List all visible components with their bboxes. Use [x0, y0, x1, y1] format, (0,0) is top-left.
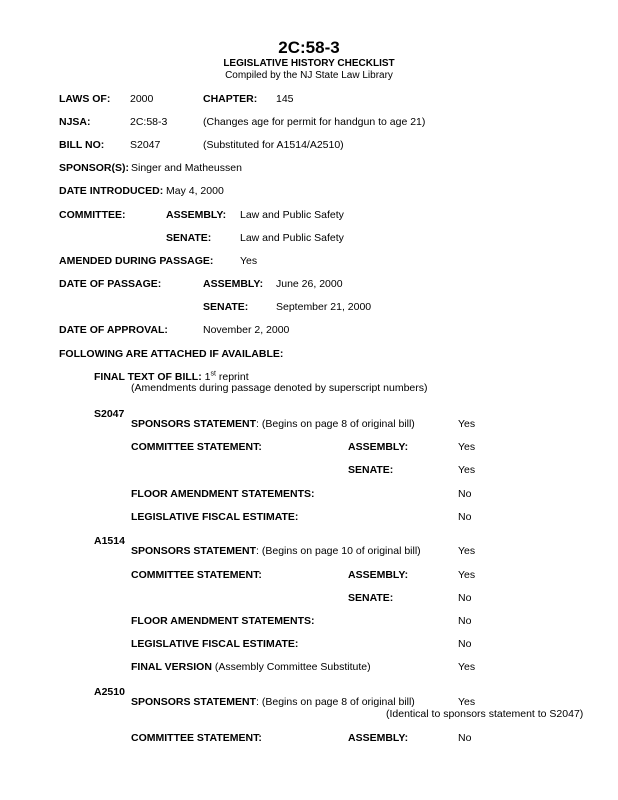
a1514-committee-label: COMMITTEE STATEMENT: [131, 569, 262, 581]
bill-a2510-label: A2510 [94, 686, 125, 698]
final-text-note: (Amendments during passage denoted by superscript numbers) [131, 382, 428, 394]
s2047-senate-value: Yes [458, 464, 476, 476]
s2047-assembly-label: ASSEMBLY: [348, 441, 409, 453]
a1514-final-note: (Assembly Committee Substitute) [211, 661, 371, 673]
passage-assembly-value: June 26, 2000 [276, 278, 343, 290]
compiled-by: Compiled by the NJ State Law Library [225, 70, 393, 81]
committee-senate-label: SENATE: [166, 232, 212, 244]
a1514-final-value: Yes [458, 661, 476, 673]
a1514-assembly-label: ASSEMBLY: [348, 569, 409, 581]
a1514-assembly-value: Yes [458, 569, 476, 581]
a2510-sponsors-note: : (Begins on page 8 of original bill) [256, 696, 415, 708]
s2047-senate-label: SENATE: [348, 464, 394, 476]
njsa-value: 2C:58-3 [130, 116, 168, 128]
date-of-approval-value: November 2, 2000 [203, 324, 290, 336]
amended-value: Yes [240, 255, 258, 267]
passage-senate-label: SENATE: [203, 301, 249, 313]
passage-senate-value: September 21, 2000 [276, 301, 372, 313]
committee-senate-value: Law and Public Safety [240, 232, 344, 244]
chapter-label: CHAPTER: [203, 93, 258, 105]
a2510-assembly-label: ASSEMBLY: [348, 732, 409, 744]
committee-assembly-value: Law and Public Safety [240, 209, 344, 221]
a1514-floor-label: FLOOR AMENDMENT STATEMENTS: [131, 615, 315, 627]
a2510-assembly-value: No [458, 732, 472, 744]
a1514-senate-label: SENATE: [348, 592, 394, 604]
s2047-sponsors-note: : (Begins on page 8 of original bill) [256, 418, 415, 430]
s2047-floor-value: No [458, 488, 472, 500]
a2510-sponsors-value: Yes [458, 696, 476, 708]
a1514-fiscal-value: No [458, 638, 472, 650]
a2510-sponsors-statement [131, 696, 415, 709]
bill-a1514-label: A1514 [94, 535, 125, 547]
amended-label: AMENDED DURING PASSAGE: [59, 255, 214, 267]
date-of-approval-label: DATE OF APPROVAL: [59, 324, 168, 336]
njsa-label: NJSA: [59, 116, 91, 128]
a1514-sponsors-label: SPONSORS STATEMENT [131, 545, 257, 557]
committee-label: COMMITTEE: [59, 209, 126, 221]
a1514-final-label: FINAL VERSION [131, 661, 212, 673]
passage-assembly-label: ASSEMBLY: [203, 278, 264, 290]
s2047-sponsors-label: SPONSORS STATEMENT [131, 418, 257, 430]
attached-heading: FOLLOWING ARE ATTACHED IF AVAILABLE: [59, 348, 284, 360]
bill-no-label: BILL NO: [59, 139, 105, 151]
date-introduced-value: May 4, 2000 [166, 185, 224, 197]
page-title: 2C:58-3 [278, 38, 340, 57]
date-of-passage-label: DATE OF PASSAGE: [59, 278, 162, 290]
s2047-committee-label: COMMITTEE STATEMENT: [131, 441, 262, 453]
a2510-sponsors-label: SPONSORS STATEMENT [131, 696, 257, 708]
a1514-senate-value: No [458, 592, 472, 604]
committee-assembly-label: ASSEMBLY: [166, 209, 227, 221]
s2047-floor-label: FLOOR AMENDMENT STATEMENTS: [131, 488, 315, 500]
s2047-sponsors-value: Yes [458, 418, 476, 430]
final-text-num: 1 [204, 371, 211, 383]
laws-of-value: 2000 [130, 93, 154, 105]
final-text-label: FINAL TEXT OF BILL: [94, 371, 202, 383]
a1514-final-version [131, 661, 371, 674]
a1514-fiscal-label: LEGISLATIVE FISCAL ESTIMATE: [131, 638, 299, 650]
sponsors-value: Singer and Matheussen [131, 162, 242, 174]
bill-note: (Substituted for A1514/A2510) [203, 139, 344, 151]
sponsors-label: SPONSOR(S): [59, 162, 130, 174]
s2047-sponsors-statement [131, 418, 415, 431]
bill-no-value: S2047 [130, 139, 161, 151]
a2510-identical-note: (Identical to sponsors statement to S2047) [386, 708, 584, 720]
laws-of-label: LAWS OF: [59, 93, 111, 105]
a1514-sponsors-statement [131, 545, 421, 558]
chapter-value: 145 [276, 93, 294, 105]
a1514-sponsors-value: Yes [458, 545, 476, 557]
a2510-committee-label: COMMITTEE STATEMENT: [131, 732, 262, 744]
a1514-sponsors-note: : (Begins on page 10 of original bill) [256, 545, 421, 557]
a1514-floor-value: No [458, 615, 472, 627]
final-text-rest: reprint [215, 371, 249, 383]
s2047-assembly-value: Yes [458, 441, 476, 453]
bill-s2047-label: S2047 [94, 408, 125, 420]
s2047-fiscal-label: LEGISLATIVE FISCAL ESTIMATE: [131, 511, 299, 523]
final-text-sup: st [210, 370, 216, 378]
date-introduced-label: DATE INTRODUCED: [59, 185, 164, 197]
checklist-subtitle: LEGISLATIVE HISTORY CHECKLIST [223, 58, 395, 69]
njsa-note: (Changes age for permit for handgun to age 21) [203, 116, 426, 128]
s2047-fiscal-value: No [458, 511, 472, 523]
